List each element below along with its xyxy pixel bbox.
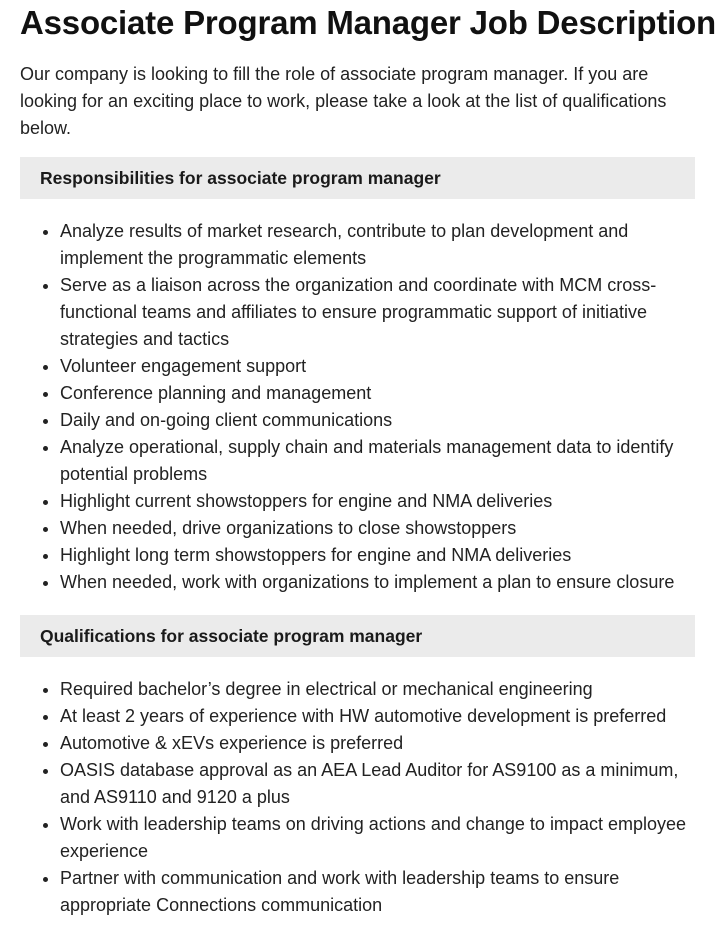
list-item: • Partner with communication and work with leadership teams to ensure appropriate Connections communication xyxy=(60,865,695,919)
list-item: • When needed, drive organizations to close showstoppers xyxy=(60,515,695,542)
qualifications-heading: Qualifications for associate program manager xyxy=(20,615,695,657)
responsibilities-list xyxy=(20,218,695,596)
list-item: • When needed, work with organizations to implement a plan to ensure closure xyxy=(60,569,695,596)
list-item: • At least 2 years of experience with HW automotive development is preferred xyxy=(60,703,695,730)
list-item: • Highlight long term showstoppers for engine and NMA deliveries xyxy=(60,542,695,569)
list-item: • Daily and on-going client communications xyxy=(60,407,695,434)
list-item: • Highlight current showstoppers for engine and NMA deliveries xyxy=(60,488,695,515)
list-item: • Volunteer engagement support xyxy=(60,353,695,380)
list-item: • Required bachelor’s degree in electrical or mechanical engineering xyxy=(60,676,695,703)
intro-paragraph: Our company is looking to fill the role of associate program manager. If you are looking for an exciting place to work, please take a look at the list of qualifications below. xyxy=(20,64,667,138)
list-item: • Serve as a liaison across the organization and coordinate with MCM cross-functional teams and affiliates to ensure programmatic support of initiative strategies and tactics xyxy=(60,272,695,353)
page-title: Associate Program Manager Job Description xyxy=(20,4,716,41)
list-item: • Conference planning and management xyxy=(60,380,695,407)
list-item: • Automotive & xEVs experience is preferred xyxy=(60,730,695,757)
qualifications-list xyxy=(20,676,695,919)
list-item: • Analyze operational, supply chain and materials management data to identify potential problems xyxy=(60,434,695,488)
responsibilities-heading: Responsibilities for associate program manager xyxy=(20,157,695,199)
list-item: • Analyze results of market research, contribute to plan development and implement the programmatic elements xyxy=(60,218,695,272)
list-item: • OASIS database approval as an AEA Lead Auditor for AS9100 as a minimum, and AS9110 and 9120 a plus xyxy=(60,757,695,811)
list-item: • Work with leadership teams on driving actions and change to impact employee experience xyxy=(60,811,695,865)
